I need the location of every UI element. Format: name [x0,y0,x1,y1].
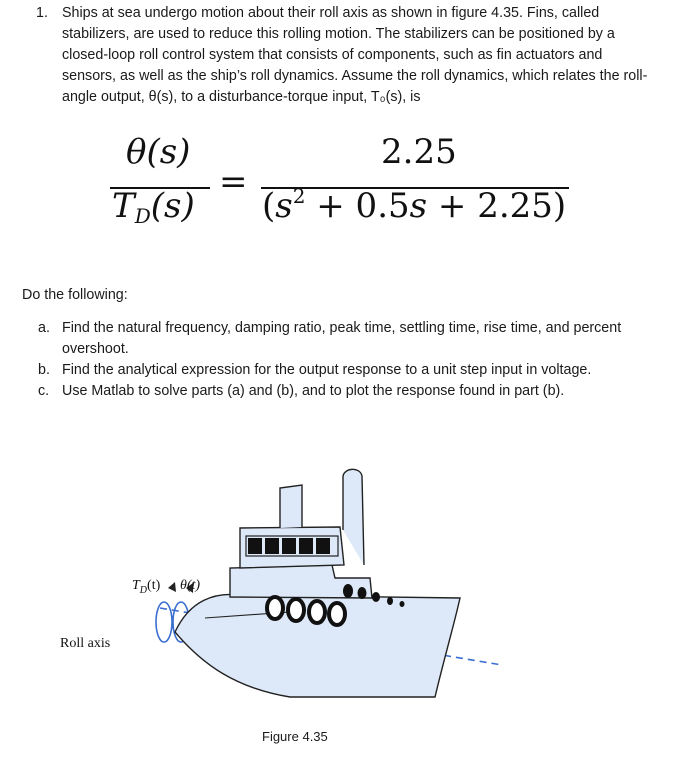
equation-rhs-s1: s [275,186,293,226]
equation-lhs-t: T [112,186,135,226]
equation-lhs-denominator [112,186,195,226]
equation-rhs-term: + 0.5 [305,186,410,226]
list-item-text: Find the natural frequency, damping ratio, peak time, settling time, rise time, and percent overshoot. [62,320,622,357]
problem-statement [36,3,656,108]
list-item [38,381,658,402]
equation-rhs-exponent: 2 [292,184,306,208]
list-item-text: Find the analytical expression for the output response to a unit step input in voltage. [62,362,592,378]
equation-rhs-numerator: 2.25 [381,132,457,172]
list-item [38,360,658,381]
equation-lhs-arg: (s) [150,186,195,226]
ship-roll-figure [40,450,510,710]
equation-lhs-numerator: θ(s) [126,132,191,172]
equation-equals-sign: = [219,162,248,202]
equation-rhs-rest: + 2.25) [427,186,567,226]
list-item-label: a. [38,320,50,336]
windows [248,538,330,554]
angle-label: θ(t) [180,578,201,593]
list-item [38,318,658,360]
equation-lhs-subscript: D [134,204,151,228]
ship-illustration [40,450,510,710]
roll-axis-label: Roll axis [60,636,111,651]
equation-rhs-open-paren: ( [262,186,276,226]
problem-number: 1. [36,5,48,21]
torque-label [132,578,160,596]
list-item-label: c. [38,383,50,399]
list-item-text: Use Matlab to solve parts (a) and (b), and to plot the response found in part (b). [62,383,565,399]
torque-label-subscript: D [139,584,148,596]
torque-label-arg: (t) [147,578,161,593]
task-list [38,318,658,402]
funnel [343,469,364,565]
torque-label-t: T [132,578,140,593]
list-item-label: b. [38,362,50,378]
equation-rhs-denominator [262,186,566,226]
equation-rhs-s2: s [409,186,428,226]
torque-arrowhead-icon [168,582,176,592]
instructions-intro: Do the following: [22,287,128,303]
problem-text: Ships at sea undergo motion about their roll axis as shown in figure 4.35. Fins, called stabilizers, are used to reduce this rolling motion. The stabilizers can be positioned by a closed-loop roll control system that consists of components, such as fin actuators and sensors, as well as the ship’s roll dynamics. Assume the roll dynamics, which relates the roll-angle output, θ(s), to a disturbance-torque input, T₀(s), is [62,5,648,105]
figure-caption: Figure 4.35 [262,729,328,744]
funnel-back [280,485,302,528]
